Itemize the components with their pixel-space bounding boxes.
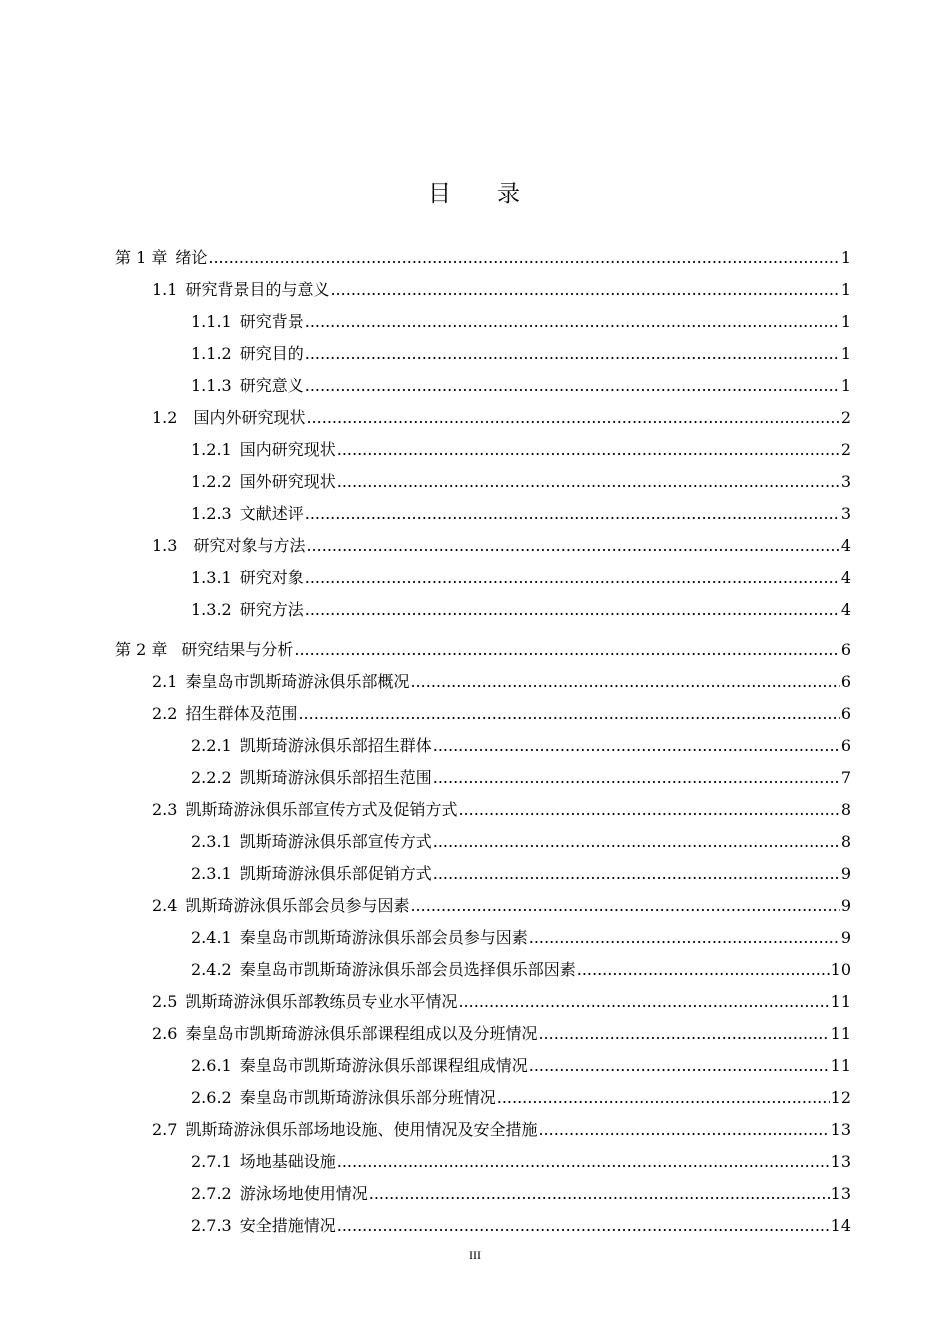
toc-entry[interactable] bbox=[191, 1146, 851, 1178]
toc-entry[interactable] bbox=[191, 1178, 851, 1210]
toc-entry-number: 1.1.3 bbox=[191, 376, 232, 395]
toc-entry-number: 2.3.1 bbox=[191, 864, 232, 883]
toc-entry[interactable] bbox=[152, 1114, 851, 1146]
toc-entry-page: 6 bbox=[840, 704, 851, 723]
toc-entry-page: 13 bbox=[830, 1152, 851, 1171]
toc-entry-title: 研究方法 bbox=[239, 600, 304, 619]
toc-entry-page: 1 bbox=[840, 376, 851, 395]
toc-entry[interactable] bbox=[191, 826, 851, 858]
toc-leader-dots bbox=[529, 1050, 830, 1082]
toc-entry-number: 第 2 章 bbox=[115, 640, 168, 659]
toc-entry-title: 绪论 bbox=[175, 248, 208, 267]
toc-entry-page: 11 bbox=[830, 1024, 851, 1043]
toc-leader-dots bbox=[410, 890, 839, 922]
toc-entry-title: 凯斯琦游泳俱乐部宣传方式 bbox=[239, 832, 432, 851]
toc-entry-title: 凯斯琦游泳俱乐部会员参与因素 bbox=[185, 896, 410, 915]
toc-entry[interactable] bbox=[191, 434, 851, 466]
toc-leader-dots bbox=[497, 1082, 830, 1114]
toc-entry-page: 4 bbox=[840, 536, 851, 555]
toc-entry-page: 13 bbox=[830, 1120, 851, 1139]
toc-leader-dots bbox=[529, 922, 840, 954]
toc-leader-dots bbox=[433, 730, 840, 762]
toc-entry-number: 2.7.3 bbox=[191, 1216, 232, 1235]
toc-entry[interactable] bbox=[152, 530, 851, 562]
toc-entry-page: 12 bbox=[830, 1088, 851, 1107]
toc-leader-dots bbox=[306, 530, 839, 562]
toc-entry-title: 国内研究现状 bbox=[239, 440, 336, 459]
toc-entry-title: 安全措施情况 bbox=[239, 1216, 336, 1235]
toc-entry-title: 研究结果与分析 bbox=[181, 640, 294, 659]
toc-entry[interactable] bbox=[115, 242, 851, 274]
toc-leader-dots bbox=[305, 562, 840, 594]
toc-leader-dots bbox=[458, 794, 839, 826]
toc-leader-dots bbox=[337, 434, 840, 466]
toc-entry-number: 1.3.2 bbox=[191, 600, 232, 619]
toc-entry-number: 1.2 bbox=[152, 408, 178, 427]
toc-entry[interactable] bbox=[152, 274, 851, 306]
toc-entry[interactable] bbox=[191, 370, 851, 402]
toc-entry-page: 8 bbox=[840, 800, 851, 819]
toc-entry-number: 2.5 bbox=[152, 992, 178, 1011]
toc-entry-page: 14 bbox=[830, 1216, 851, 1235]
toc-entry[interactable] bbox=[191, 922, 851, 954]
toc-entry-number: 2.7 bbox=[152, 1120, 178, 1139]
toc-entry-page: 3 bbox=[840, 504, 851, 523]
toc-entry[interactable] bbox=[152, 666, 851, 698]
toc-leader-dots bbox=[305, 498, 840, 530]
toc-entry[interactable] bbox=[152, 402, 851, 434]
toc-leader-dots bbox=[306, 402, 839, 434]
toc-entry-page: 9 bbox=[840, 864, 851, 883]
toc-entry-title: 研究背景 bbox=[239, 312, 304, 331]
toc-entry-number: 2.7.2 bbox=[191, 1184, 232, 1203]
title-char-1: 目 bbox=[428, 181, 453, 207]
toc-entry-number: 1.2.1 bbox=[191, 440, 232, 459]
page-title bbox=[0, 176, 950, 212]
toc-entry-page: 13 bbox=[830, 1184, 851, 1203]
toc-entry-title: 招生群体及范围 bbox=[185, 704, 298, 723]
toc-entry[interactable] bbox=[191, 466, 851, 498]
toc-entry-page: 8 bbox=[840, 832, 851, 851]
toc-entry-page: 1 bbox=[840, 344, 851, 363]
toc-entry-title: 研究背景目的与意义 bbox=[185, 280, 330, 299]
toc-leader-dots bbox=[305, 338, 840, 370]
toc-leader-dots bbox=[330, 274, 839, 306]
toc-entry-title: 文献述评 bbox=[239, 504, 304, 523]
toc-leader-dots bbox=[337, 466, 840, 498]
toc-entry-page: 1 bbox=[840, 248, 851, 267]
toc-entry[interactable] bbox=[152, 1018, 851, 1050]
page-number: III bbox=[469, 1248, 481, 1262]
toc-entry-page: 2 bbox=[840, 440, 851, 459]
toc-leader-dots bbox=[538, 1114, 829, 1146]
toc-leader-dots bbox=[538, 1018, 829, 1050]
toc-entry-page: 1 bbox=[840, 280, 851, 299]
toc-leader-dots bbox=[305, 594, 840, 626]
toc-entry-number: 2.4 bbox=[152, 896, 178, 915]
toc-leader-dots bbox=[577, 954, 830, 986]
toc-entry-page: 4 bbox=[840, 568, 851, 587]
toc-entry[interactable] bbox=[191, 338, 851, 370]
toc-entry-number: 2.4.2 bbox=[191, 960, 232, 979]
toc-entry-page: 6 bbox=[840, 736, 851, 755]
toc-entry-title: 研究对象与方法 bbox=[193, 536, 306, 555]
toc-entry[interactable] bbox=[152, 794, 851, 826]
toc-entry-number: 1.1.1 bbox=[191, 312, 232, 331]
toc-entry-title: 场地基础设施 bbox=[239, 1152, 336, 1171]
toc-entry-number: 1.1.2 bbox=[191, 344, 232, 363]
toc-leader-dots bbox=[433, 826, 840, 858]
toc-entry-number: 2.6 bbox=[152, 1024, 178, 1043]
toc-entry-number: 1.1 bbox=[152, 280, 178, 299]
toc-entry-title: 秦皇岛市凯斯琦游泳俱乐部会员参与因素 bbox=[239, 928, 528, 947]
toc-leader-dots bbox=[458, 986, 829, 1018]
toc-entry-number: 1.2.2 bbox=[191, 472, 232, 491]
toc-leader-dots bbox=[337, 1210, 830, 1242]
toc-leader-dots bbox=[410, 666, 839, 698]
toc-entry-number: 2.7.1 bbox=[191, 1152, 232, 1171]
toc-entry[interactable] bbox=[152, 698, 851, 730]
toc-leader-dots bbox=[433, 762, 840, 794]
toc-entry-number: 2.3 bbox=[152, 800, 178, 819]
toc-leader-dots bbox=[305, 370, 840, 402]
toc-entry-number: 2.2.2 bbox=[191, 768, 232, 787]
toc-entry-page: 4 bbox=[840, 600, 851, 619]
toc-entry-title: 国内外研究现状 bbox=[193, 408, 306, 427]
toc-entry[interactable] bbox=[191, 1210, 851, 1242]
toc-entry[interactable] bbox=[191, 730, 851, 762]
toc-entry-page: 7 bbox=[840, 768, 851, 787]
toc-entry-title: 秦皇岛市凯斯琦游泳俱乐部课程组成情况 bbox=[239, 1056, 528, 1075]
toc-entry[interactable] bbox=[191, 562, 851, 594]
toc-entry-page: 3 bbox=[840, 472, 851, 491]
toc-entry-title: 游泳场地使用情况 bbox=[239, 1184, 368, 1203]
toc-entry-number: 1.3 bbox=[152, 536, 178, 555]
toc-entry-title: 凯斯琦游泳俱乐部宣传方式及促销方式 bbox=[185, 800, 458, 819]
toc-entry-number: 1.2.3 bbox=[191, 504, 232, 523]
toc-entry[interactable] bbox=[152, 986, 851, 1018]
toc-entry-page: 10 bbox=[830, 960, 851, 979]
toc-entry-title: 秦皇岛市凯斯琦游泳俱乐部分班情况 bbox=[239, 1088, 496, 1107]
toc-entry[interactable] bbox=[191, 1050, 851, 1082]
toc-entry-title: 凯斯琦游泳俱乐部招生范围 bbox=[239, 768, 432, 787]
toc-entry[interactable] bbox=[191, 954, 851, 986]
toc-entry[interactable] bbox=[191, 594, 851, 626]
toc-entry-page: 2 bbox=[840, 408, 851, 427]
toc-entry-title: 凯斯琦游泳俱乐部促销方式 bbox=[239, 864, 432, 883]
toc-leader-dots bbox=[369, 1178, 830, 1210]
toc-entry-number: 2.6.2 bbox=[191, 1088, 232, 1107]
toc-leader-dots bbox=[433, 858, 840, 890]
toc-entry-number: 1.3.1 bbox=[191, 568, 232, 587]
toc-entry[interactable] bbox=[152, 890, 851, 922]
toc-entry-title: 秦皇岛市凯斯琦游泳俱乐部概况 bbox=[185, 672, 410, 691]
toc-entry[interactable] bbox=[191, 306, 851, 338]
toc-entry-title: 秦皇岛市凯斯琦游泳俱乐部会员选择俱乐部因素 bbox=[239, 960, 576, 979]
toc-entry-number: 2.6.1 bbox=[191, 1056, 232, 1075]
toc-entry-title: 研究对象 bbox=[239, 568, 304, 587]
toc-entry-number: 2.3.1 bbox=[191, 832, 232, 851]
toc-entry-title: 研究目的 bbox=[239, 344, 304, 363]
toc-entry-title: 凯斯琦游泳俱乐部招生群体 bbox=[239, 736, 432, 755]
toc-leader-dots bbox=[208, 242, 839, 274]
toc-entry-number: 2.2.1 bbox=[191, 736, 232, 755]
title-char-2: 录 bbox=[497, 181, 522, 207]
toc-entry-number: 2.2 bbox=[152, 704, 178, 723]
toc-entry-page: 6 bbox=[840, 672, 851, 691]
toc-entry-page: 1 bbox=[840, 312, 851, 331]
toc-entry-number: 2.1 bbox=[152, 672, 178, 691]
toc-entry[interactable] bbox=[115, 634, 851, 666]
toc-leader-dots bbox=[298, 698, 839, 730]
toc-entry[interactable] bbox=[191, 498, 851, 530]
toc-entry-page: 9 bbox=[840, 928, 851, 947]
toc-entry-page: 9 bbox=[840, 896, 851, 915]
toc-entry[interactable] bbox=[191, 1082, 851, 1114]
toc-entry[interactable] bbox=[191, 858, 851, 890]
toc-entry-page: 6 bbox=[840, 640, 851, 659]
toc-entry-title: 秦皇岛市凯斯琦游泳俱乐部课程组成以及分班情况 bbox=[185, 1024, 538, 1043]
toc-entry-title: 研究意义 bbox=[239, 376, 304, 395]
toc-entry-page: 11 bbox=[830, 992, 851, 1011]
toc-entry-title: 凯斯琦游泳俱乐部场地设施、使用情况及安全措施 bbox=[185, 1120, 538, 1139]
toc-entry-number: 第 1 章 bbox=[115, 248, 168, 267]
toc-entry[interactable] bbox=[191, 762, 851, 794]
toc-leader-dots bbox=[294, 634, 839, 666]
toc-leader-dots bbox=[305, 306, 840, 338]
toc-leader-dots bbox=[337, 1146, 830, 1178]
toc-entry-title: 国外研究现状 bbox=[239, 472, 336, 491]
toc-entry-page: 11 bbox=[830, 1056, 851, 1075]
toc-entry-number: 2.4.1 bbox=[191, 928, 232, 947]
toc-entry-title: 凯斯琦游泳俱乐部教练员专业水平情况 bbox=[185, 992, 458, 1011]
